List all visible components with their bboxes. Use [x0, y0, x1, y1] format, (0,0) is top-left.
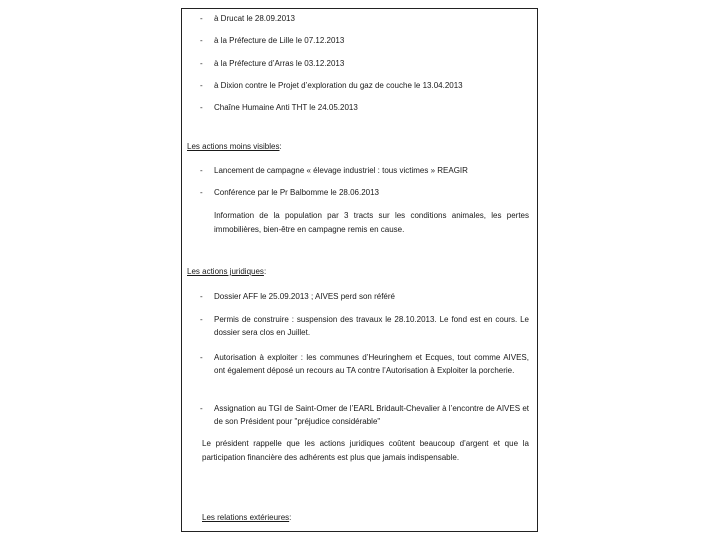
section-heading-legal: Les actions juridiques: [187, 267, 267, 276]
section-heading-less-visible: Les actions moins visibles: [187, 142, 282, 151]
bullet-dash: - [200, 315, 203, 324]
list-item-text: à Drucat le 28.09.2013 [214, 14, 295, 23]
bullet-dash: - [200, 188, 203, 197]
bullet-dash: - [200, 14, 203, 23]
bullet-dash: - [200, 292, 203, 301]
bullet-dash: - [200, 166, 203, 175]
list-item-text: à Dixion contre le Projet d’exploration du gaz de couche le 13.04.2013 [214, 81, 463, 90]
list-item-text: à la Préfecture d’Arras le 03.12.2013 [214, 59, 345, 68]
bullet-dash: - [200, 353, 203, 362]
document-page [181, 8, 538, 532]
list-item-text: Assignation au TGI de Saint-Omer de l’EARL Bridault-Chevalier à l’encontre de AIVES et de son Président pour "préjudice considérable" [214, 404, 529, 426]
bullet-dash: - [200, 103, 203, 112]
list-item-text: Dossier AFF le 25.09.2013 ; AIVES perd son référé [214, 292, 395, 301]
section-heading-external-relations: Les relations extérieures: [202, 513, 292, 522]
list-item-text: à la Préfecture de Lille le 07.12.2013 [214, 36, 345, 45]
bullet-dash: - [200, 404, 203, 413]
bullet-dash: - [200, 81, 203, 90]
list-item-text: Permis de construire : suspension des travaux le 28.10.2013. Le fond est en cours. Le dossier sera clos en Juillet. [214, 315, 529, 337]
closing-paragraph: Le président rappelle que les actions juridiques coûtent beaucoup d’argent et que la participation financière des adhérents est plus que jamais indispensable. [202, 439, 529, 462]
list-item-text: Conférence par le Pr Balbomme le 28.06.2013 [214, 188, 379, 197]
list-item-text: Autorisation à exploiter : les communes d’Heuringhem et Ecques, tout comme AIVES, ont également déposé un recours au TA contre l’Autorisation à Exploiter la porcherie. [214, 353, 529, 375]
bullet-dash: - [200, 36, 203, 45]
info-paragraph: Information de la population par 3 tracts sur les conditions animales, les pertes immobilières, bien-être en campagne remis en cause. [214, 211, 529, 234]
list-item-text: Chaîne Humaine Anti THT le 24.05.2013 [214, 103, 358, 112]
list-item-text: Lancement de campagne « élevage industriel : tous victimes » REAGIR [214, 166, 468, 175]
bullet-dash: - [200, 59, 203, 68]
